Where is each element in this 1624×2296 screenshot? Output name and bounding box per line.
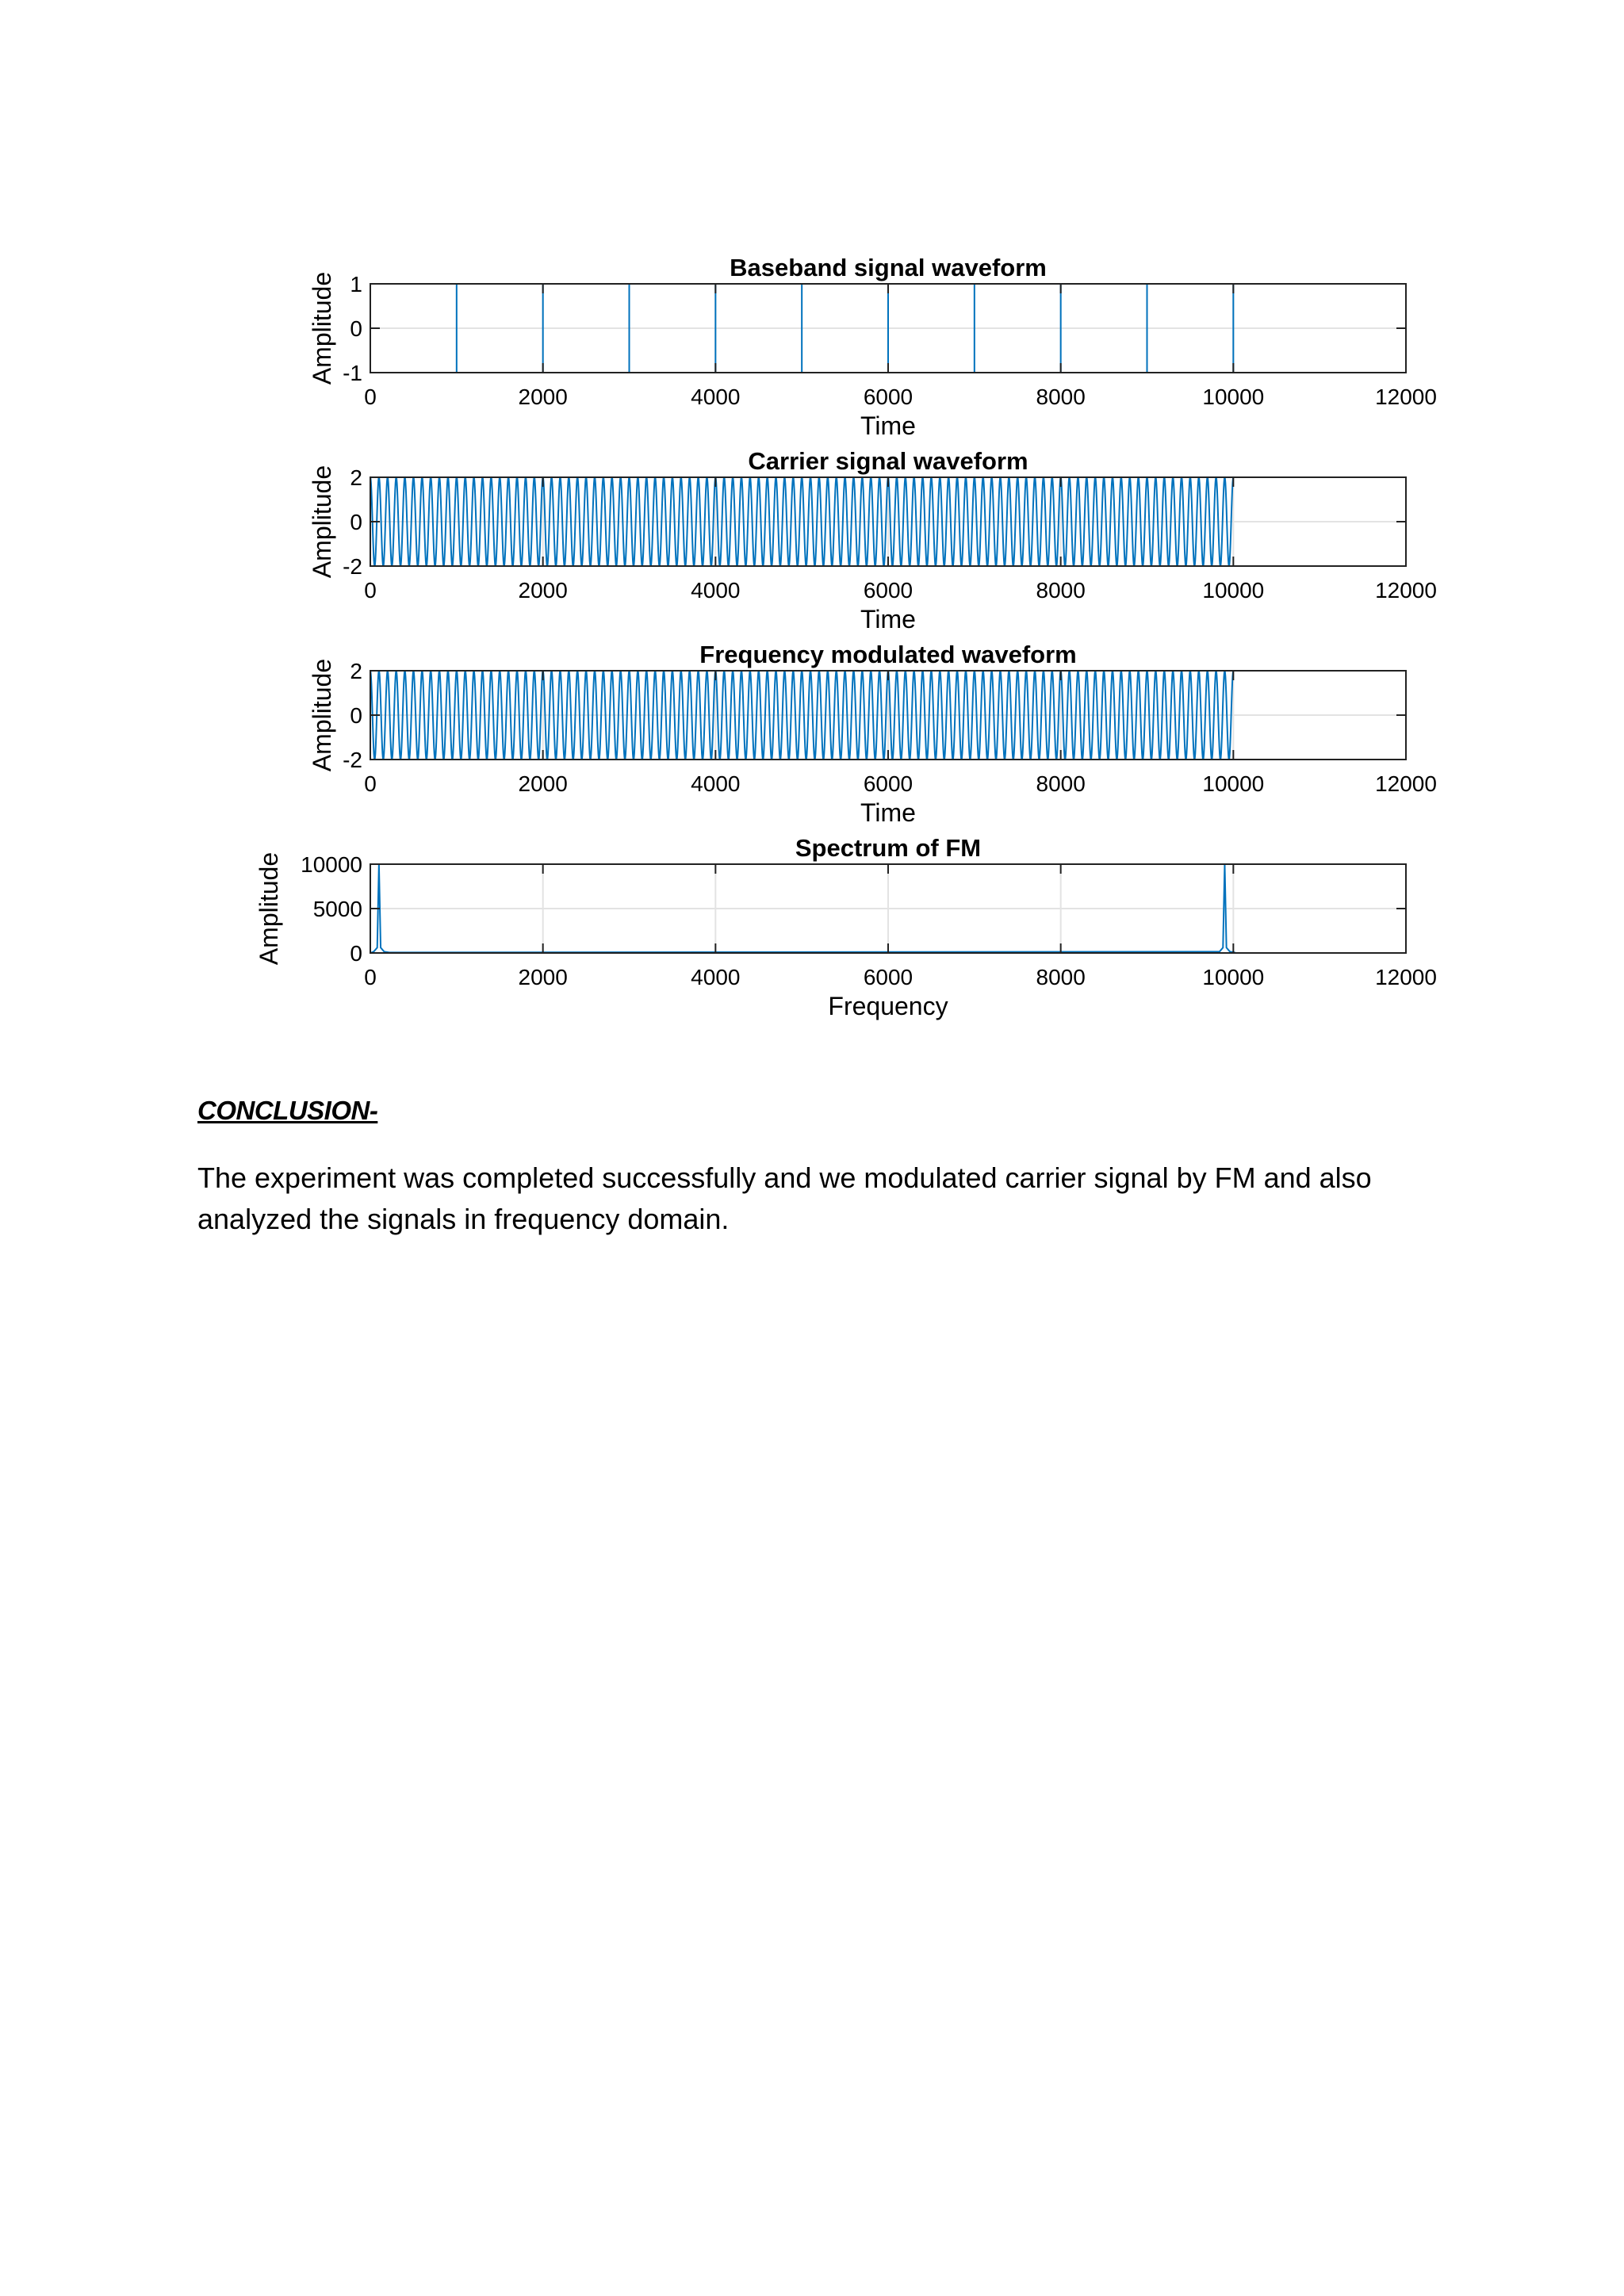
chart-title: Frequency modulated waveform	[699, 641, 1077, 668]
x-tick-label: 6000	[863, 965, 914, 989]
x-tick-label: 4000	[691, 578, 741, 603]
y-tick-label: 2	[350, 659, 362, 683]
waveform-figure	[0, 0, 1624, 1047]
x-tick-label: 4000	[691, 965, 741, 989]
y-tick-label: 0	[350, 703, 362, 728]
x-tick-label: 12000	[1375, 385, 1437, 409]
x-tick-label: 0	[364, 578, 377, 603]
x-tick-label: 8000	[1036, 771, 1086, 796]
x-axis-label: Frequency	[828, 992, 948, 1020]
subplot-1	[308, 254, 1437, 440]
x-tick-label: 2000	[518, 965, 568, 989]
x-tick-label: 2000	[518, 771, 568, 796]
x-tick-label: 0	[364, 771, 377, 796]
x-tick-label: 0	[364, 965, 377, 989]
x-tick-label: 6000	[863, 385, 914, 409]
subplot-4	[255, 834, 1437, 1020]
x-tick-label: 8000	[1036, 578, 1086, 603]
conclusion-heading: CONCLUSION-	[197, 1096, 378, 1125]
x-axis-label: Time	[860, 798, 916, 827]
x-axis-label: Time	[860, 605, 916, 633]
y-tick-label: 0	[350, 316, 362, 341]
chart-title: Baseband signal waveform	[730, 254, 1047, 281]
x-tick-label: 4000	[691, 385, 741, 409]
x-tick-label: 4000	[691, 771, 741, 796]
x-tick-label: 8000	[1036, 965, 1086, 989]
y-tick-label: 2	[350, 465, 362, 490]
y-axis-label: Amplitude	[308, 658, 336, 772]
x-tick-label: 12000	[1375, 578, 1437, 603]
chart-title: Spectrum of FM	[795, 834, 982, 862]
y-tick-label: 0	[350, 941, 362, 966]
y-tick-label: -1	[343, 361, 362, 385]
x-tick-label: 6000	[863, 578, 914, 603]
x-tick-label: 0	[364, 385, 377, 409]
x-tick-label: 10000	[1202, 771, 1265, 796]
y-tick-label: 0	[350, 510, 362, 534]
y-tick-label: -2	[343, 554, 362, 579]
x-tick-label: 2000	[518, 385, 568, 409]
x-tick-label: 12000	[1375, 771, 1437, 796]
y-tick-label: 5000	[312, 897, 362, 921]
x-tick-label: 8000	[1036, 385, 1086, 409]
x-axis-label: Time	[860, 411, 916, 440]
y-tick-label: 1	[350, 272, 362, 297]
x-tick-label: 10000	[1202, 385, 1265, 409]
x-tick-label: 12000	[1375, 965, 1437, 989]
x-tick-label: 2000	[518, 578, 568, 603]
y-axis-label: Amplitude	[308, 271, 336, 385]
y-axis-label: Amplitude	[255, 851, 283, 966]
y-tick-label: 10000	[301, 852, 362, 877]
chart-title: Carrier signal waveform	[748, 447, 1028, 475]
y-tick-label: -2	[343, 748, 362, 772]
subplot-3	[308, 641, 1437, 827]
y-axis-label: Amplitude	[308, 465, 336, 579]
x-tick-label: 10000	[1202, 965, 1265, 989]
subplot-2	[308, 447, 1437, 633]
conclusion-body: The experiment was completed successfully and we modulated carrier signal by FM and also analyzed the signals in frequency domain.	[197, 1161, 1372, 1235]
x-tick-label: 10000	[1202, 578, 1265, 603]
x-tick-label: 6000	[863, 771, 914, 796]
